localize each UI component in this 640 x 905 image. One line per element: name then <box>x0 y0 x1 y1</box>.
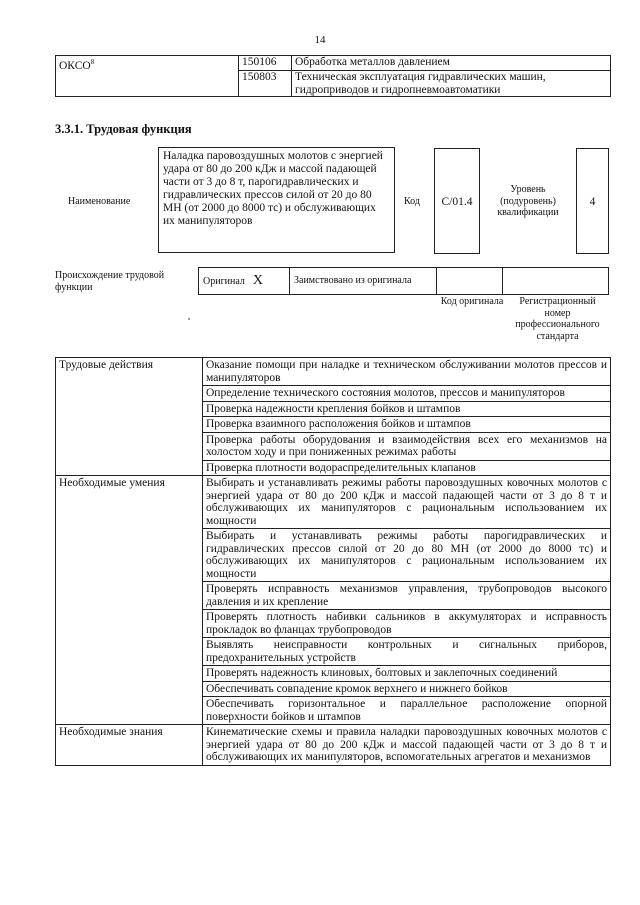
list-item: Выявлять неисправности контрольных и сигнальных приборов, предохранительных устройств <box>203 638 611 666</box>
section-title: 3.3.1. Трудовая функция <box>55 122 192 136</box>
origin-code-caption: Код оригинала <box>440 296 504 307</box>
origin-reg-caption: Регистрационный номер профессионального стандарта <box>515 296 600 342</box>
list-item: Проверять плотность набивки сальников в аккумуляторах и исправность прокладок во фланцах трубопроводов <box>203 610 611 638</box>
page-number: 14 <box>314 34 326 46</box>
okso-name: Техническая эксплуатация гидравлических машин, гидроприводов и гидропневмоавтоматики <box>292 71 611 97</box>
list-item: Проверять исправность механизмов управления, трубопроводов высокого давления и их крепление <box>203 582 611 610</box>
okso-label: ОКСО$^8$ <box>56 56 239 97</box>
level-label: Уровень (подуровень) квалификации <box>497 184 559 218</box>
list-item: Проверка работы оборудования и взаимодействия всех его механизмов на холостом ходу и при пониженных режимах работы <box>203 432 611 460</box>
okso-code: 150106 <box>239 56 292 71</box>
list-item: Определение технического состояния молотов, прессов и манипуляторов <box>203 386 611 402</box>
function-level: 4 <box>576 148 609 254</box>
table-row <box>56 725 611 766</box>
group-title: Необходимые знания <box>56 725 203 766</box>
list-item: Обеспечивать совпадение кромок верхнего и нижнего бойков <box>203 681 611 697</box>
function-code: C/01.4 <box>434 148 480 254</box>
name-label: Наименование <box>68 196 131 207</box>
origin-borrowed: Заимствовано из оригинала <box>290 268 437 295</box>
okso-row <box>56 56 611 71</box>
list-item: Проверка плотности водораспределительных клапанов <box>203 460 611 476</box>
origin-code-cell <box>437 268 503 295</box>
okso-code: 150803 <box>239 71 292 97</box>
list-item: Обеспечивать горизонтальное и параллельное расположение опорной поверхности бойков и штампов <box>203 697 611 725</box>
list-item: Проверка надежности крепления бойков и штампов <box>203 401 611 417</box>
okso-name: Обработка металлов давлением <box>292 56 611 71</box>
table-row <box>56 358 611 386</box>
list-item: Выбирать и устанавливать режимы работы парогидравлических и гидравлических прессов силой от 20 до 80 МН (от 2000 до 8000 тс) и обслуживающих их манипуляторов с рациональным использованием их мощности <box>203 529 611 582</box>
list-item: Проверка взаимного расположения бойков и штампов <box>203 417 611 433</box>
origin-reg-cell <box>503 268 609 295</box>
list-item: Оказание помощи при наладке и техническом обслуживании молотов прессов и манипуляторов <box>203 358 611 386</box>
stray-dot <box>188 318 190 320</box>
group-title: Необходимые умения <box>56 476 203 725</box>
list-item: Кинематические схемы и правила наладки паровоздушных ковочных молотов с энергией удара от 80 до 200 кДж и массой падающей части от 3 до 8 т и обслуживающих их манипуляторов, вспомогательных агрегатов и механизмов <box>203 725 611 766</box>
origin-table <box>198 267 609 295</box>
original-mark: X <box>252 273 264 288</box>
origin-original-cell: Оригинал X <box>199 268 290 295</box>
requirements-table <box>55 357 611 766</box>
list-item: Проверять надежность клиновых, болтовых и заклепочных соединений <box>203 666 611 682</box>
origin-label: Происхождение трудовой функции <box>55 270 165 293</box>
group-title: Трудовые действия <box>56 358 203 476</box>
list-item: Выбирать и устанавливать режимы работы паровоздушных ковочных молотов с энергией удара от 80 до 200 кДж и массой падающей части от 3 до 8 т и обслуживающих их манипуляторов с рациональным использованием их мощности <box>203 476 611 529</box>
code-label: Код <box>404 196 420 207</box>
function-name: Наладка паровоздушных молотов с энергией удара от 80 до 200 кДж и массой падающей части от 3 до 8 т, парогидравлических и гидравлических прессов силой от 20 до 80 МН (от 2000 до 8000 тс) и обслуживающих их манипуляторов <box>158 147 395 253</box>
table-row <box>56 476 611 529</box>
okso-table <box>55 55 611 97</box>
